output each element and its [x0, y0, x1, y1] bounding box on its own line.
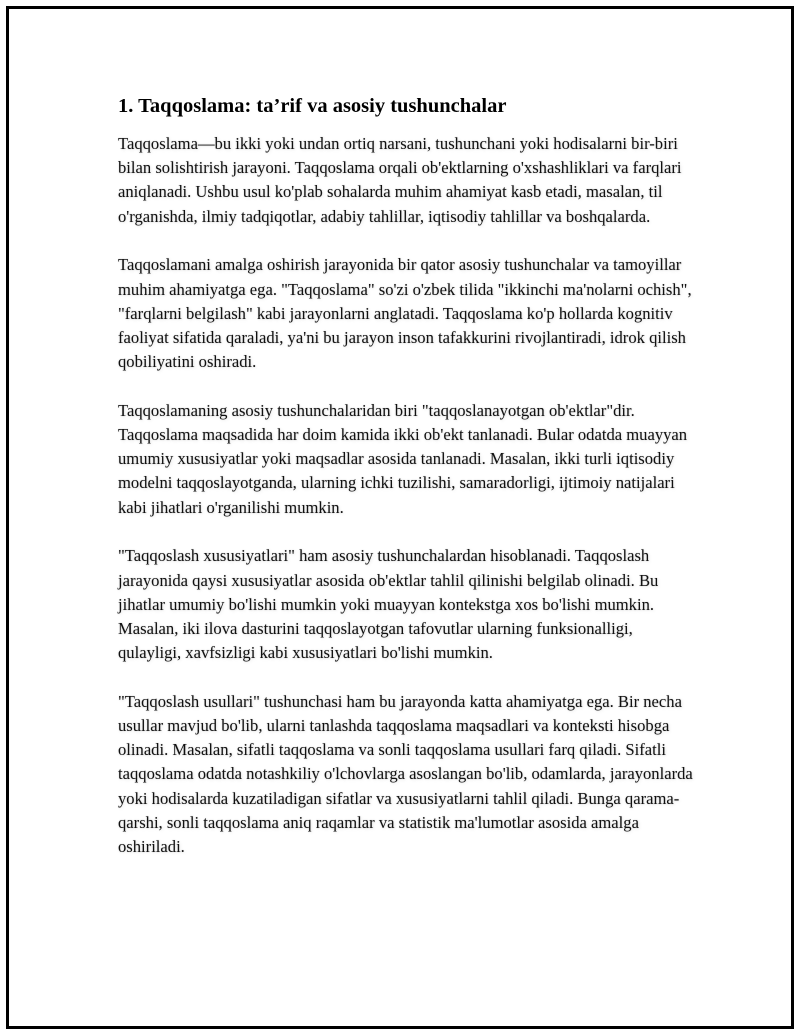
section-heading: 1. Taqqoslama: ta’rif va asosiy tushunchalar — [118, 95, 507, 117]
paragraph-comparison-features: "Taqqoslash xususiyatlari" ham asosiy tushunchalardan hisoblanadi. Taqqoslash jarayonida qaysi xususiyatlar asosida ob'ektlar tahlil qilinishi belgilab olinadi. Bu jihatlar umumiy bo'lishi mumkin yoki muayyan kontekstga xos bo'lishi mumkin. Masalan, iki ilova dasturini taqqoslayotgan tafovutlar ularning funksionalligi, qulayligi, xavfsizligi kabi xususiyatlari bo'lishi mumkin. — [118, 546, 659, 663]
document-body — [118, 94, 696, 884]
paragraph-comparison-methods: "Taqqoslash usullari" tushunchasi ham bu jarayonda katta ahamiyatga ega. Bir necha usullar mavjud bo'lib, ularni tanlashda taqqoslama maqsadlari va konteksti hisobga olinadi. Masalan, sifatli taqqoslama va sonli taqqoslama usullari farq qiladi. Sifatli taqqoslama odatda notashkiliy o'lchovlarga asoslangan bo'lib, odamlarda, jarayonlarda yoki hodisalarda kuzatiladigan sifatlar va xususiyatlarni tahlil qiladi. Bunga qarama-qarshi, sonli taqqoslama aniq raqamlar va statistik ma'lumotlar asosida amalga oshiriladi. — [118, 691, 693, 857]
paragraph-principles: Taqqoslamani amalga oshirish jarayonida bir qator asosiy tushunchalar va tamoyillar muhim ahamiyatga ega. "Taqqoslama" so'zi o'zbek tilida "ikkinchi ma'nolarni ochish", "farqlarni belgilash" kabi jarayonlarni anglatadi. Taqqoslama ko'p hollarda kognitiv faoliyat sifatida qaraladi, ya'ni bu jarayon inson tafakkurini rivojlantiradi, idrok qilish qobiliyatini oshiradi. — [118, 255, 692, 372]
paragraph-compared-objects: Taqqoslamaning asosiy tushunchalaridan biri "taqqoslanayotgan ob'ektlar"dir. Taqqoslama maqsadida har doim kamida ikki ob'ekt tanlanadi. Bular odatda muayyan umumiy xususiyatlar yoki maqsadlar asosida tanlanadi. Masalan, ikki turli iqtisodiy modelni taqqoslayotganda, ularning ichki tuzilishi, samaradorligi, ijtimoiy natijalari kabi jihatlari o'rganilishi mumkin. — [118, 400, 688, 517]
paragraph-definition: Taqqoslama—bu ikki yoki undan ortiq narsani, tushunchani yoki hodisalarni bir-biri bilan solishtirish jarayoni. Taqqoslama orqali ob'ektlarning o'xshashliklari va farqlari aniqlanadi. Ushbu usul ko'plab sohalarda muhim ahamiyat kasb etadi, masalan, til o'rganishda, ilmiy tadqiqotlar, adabiy tahlillar, iqtisodiy tahlillar va boshqalarda. — [118, 134, 682, 226]
